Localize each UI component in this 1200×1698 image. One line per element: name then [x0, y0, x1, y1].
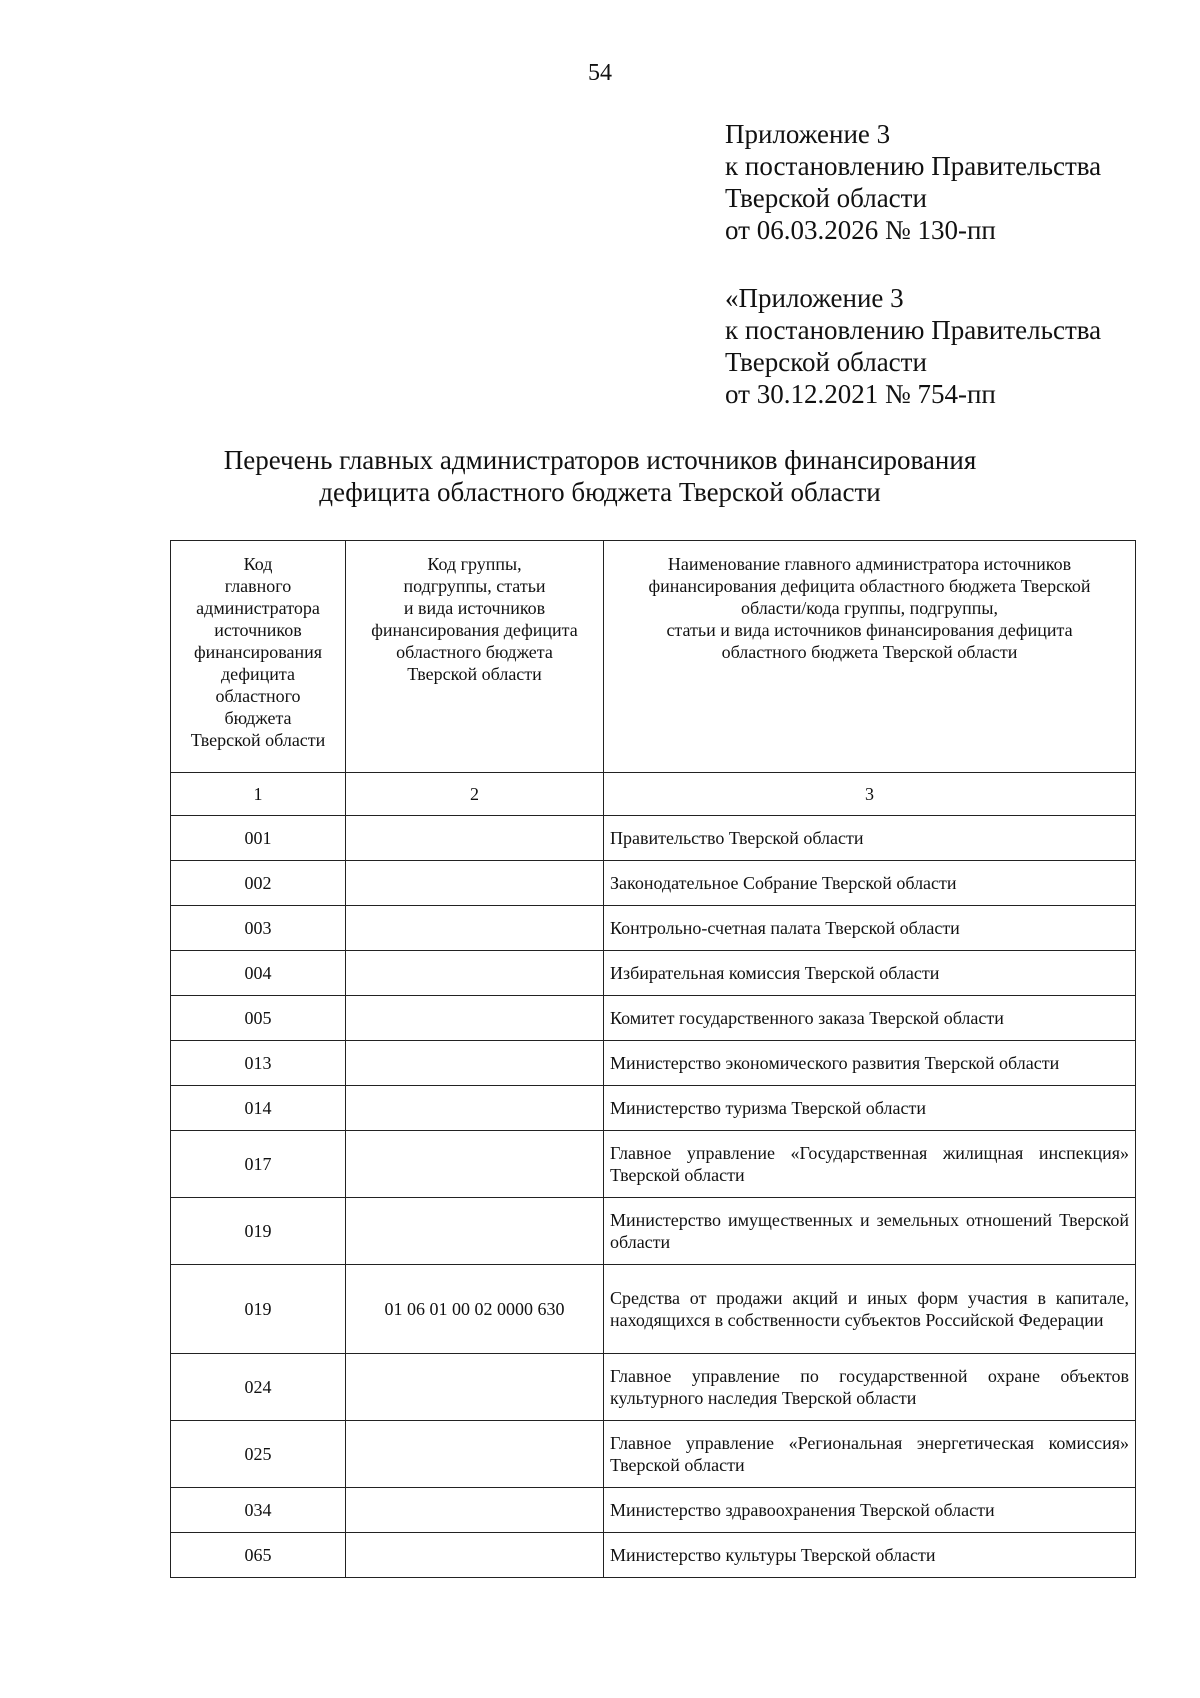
- appendix-line: от 30.12.2021 № 754-пп: [725, 379, 996, 409]
- column-number: 1: [171, 773, 346, 816]
- admin-code-cell: 024: [171, 1354, 346, 1421]
- appendix-line: Приложение 3: [725, 119, 891, 149]
- admin-code-cell: 019: [171, 1198, 346, 1265]
- group-code-cell: [346, 906, 604, 951]
- admin-code-cell: 001: [171, 816, 346, 861]
- admin-code-cell: 004: [171, 951, 346, 996]
- title-line: дефицита областного бюджета Тверской области: [319, 477, 881, 507]
- admin-name-cell: Министерство культуры Тверской области: [604, 1533, 1136, 1578]
- table-row: [171, 1131, 1136, 1198]
- admin-name-cell: Правительство Тверской области: [604, 816, 1136, 861]
- header-line: Код группы,: [427, 554, 522, 574]
- admin-code-cell: 013: [171, 1041, 346, 1086]
- table-row: [171, 1488, 1136, 1533]
- group-code-cell: [346, 1354, 604, 1421]
- header-line: главного: [224, 576, 292, 596]
- admin-name-cell: Избирательная комиссия Тверской области: [604, 951, 1136, 996]
- table-row: [171, 1533, 1136, 1578]
- admin-name-cell: Министерство имущественных и земельных отношений Тверской области: [604, 1198, 1136, 1265]
- admin-name-cell: Законодательное Собрание Тверской области: [604, 861, 1136, 906]
- header-line: Тверской области: [407, 664, 542, 684]
- admin-name-cell: Комитет государственного заказа Тверской области: [604, 996, 1136, 1041]
- admin-name-cell: Главное управление «Региональная энергетическая комиссия» Тверской области: [604, 1421, 1136, 1488]
- page-number: 54: [588, 60, 612, 86]
- appendix-line: «Приложение 3: [725, 283, 904, 313]
- column-number: 2: [346, 773, 604, 816]
- admin-name-cell: Главное управление по государственной охране объектов культурного наследия Тверской области: [604, 1354, 1136, 1421]
- admin-code-cell: 014: [171, 1086, 346, 1131]
- table-row: [171, 1421, 1136, 1488]
- column-number-row: [171, 773, 1136, 816]
- admin-code-cell: 025: [171, 1421, 346, 1488]
- column-number: 3: [604, 773, 1136, 816]
- admin-code-cell: 005: [171, 996, 346, 1041]
- header-line: областного бюджета Тверской области: [721, 642, 1018, 662]
- table-row: [171, 906, 1136, 951]
- admin-code-cell: 003: [171, 906, 346, 951]
- group-code-cell: 01 06 01 00 02 0000 630: [346, 1265, 604, 1354]
- group-code-cell: [346, 996, 604, 1041]
- admin-name-cell: Министерство туризма Тверской области: [604, 1086, 1136, 1131]
- table-row: [171, 1265, 1136, 1354]
- header-group-code: [346, 541, 604, 773]
- appendix-line: Тверской области: [725, 347, 927, 377]
- header-line: Наименование главного администратора источников: [667, 554, 1072, 574]
- group-code-cell: [346, 1198, 604, 1265]
- admin-name-cell: Министерство экономического развития Тверской области: [604, 1041, 1136, 1086]
- table-row: [171, 1041, 1136, 1086]
- group-code-cell: [346, 1533, 604, 1578]
- admin-code-cell: 019: [171, 1265, 346, 1354]
- group-code-cell: [346, 1421, 604, 1488]
- header-line: Код: [243, 554, 273, 574]
- header-line: статьи и вида источников финансирования дефицита: [666, 620, 1073, 640]
- admin-name-cell: Средства от продажи акций и иных форм участия в капитале, находящихся в собственности субъектов Российской Федерации: [604, 1265, 1136, 1354]
- appendix-line: от 06.03.2026 № 130-пп: [725, 215, 996, 245]
- header-admin-name: [604, 541, 1136, 773]
- table-row: [171, 816, 1136, 861]
- header-line: финансирования: [194, 642, 322, 662]
- appendix-block-original: [725, 282, 1101, 410]
- table-row: [171, 1086, 1136, 1131]
- table-row: [171, 951, 1136, 996]
- header-line: областного: [215, 686, 301, 706]
- admin-code-cell: 002: [171, 861, 346, 906]
- header-line: и вида источников: [403, 598, 546, 618]
- group-code-cell: [346, 1488, 604, 1533]
- group-code-cell: [346, 816, 604, 861]
- header-line: источников: [214, 620, 302, 640]
- table-row: [171, 1198, 1136, 1265]
- group-code-cell: [346, 861, 604, 906]
- header-line: областного бюджета: [396, 642, 553, 662]
- administrators-table: [170, 540, 1136, 1578]
- appendix-block-current: [725, 118, 1101, 246]
- header-line: администратора: [196, 598, 320, 618]
- appendix-line: Тверской области: [725, 183, 927, 213]
- admin-code-cell: 034: [171, 1488, 346, 1533]
- title-line: Перечень главных администраторов источников финансирования: [223, 445, 977, 475]
- header-admin-code: [171, 541, 346, 773]
- admin-name-cell: Министерство здравоохранения Тверской области: [604, 1488, 1136, 1533]
- table-row: [171, 1354, 1136, 1421]
- document-title: [0, 444, 1200, 508]
- table-row: [171, 996, 1136, 1041]
- group-code-cell: [346, 1086, 604, 1131]
- admin-code-cell: 017: [171, 1131, 346, 1198]
- header-line: финансирования дефицита областного бюджета Тверской: [648, 576, 1091, 596]
- header-row: [171, 541, 1136, 773]
- header-line: дефицита: [220, 664, 295, 684]
- header-line: подгруппы, статьи: [403, 576, 546, 596]
- header-line: Тверской области: [190, 730, 326, 750]
- admin-code-cell: 065: [171, 1533, 346, 1578]
- group-code-cell: [346, 951, 604, 996]
- admin-name-cell: Главное управление «Государственная жилищная инспекция» Тверской области: [604, 1131, 1136, 1198]
- header-line: финансирования дефицита: [371, 620, 578, 640]
- appendix-line: к постановлению Правительства: [725, 315, 1102, 345]
- appendix-line: к постановлению Правительства: [725, 151, 1102, 181]
- admin-name-cell: Контрольно-счетная палата Тверской области: [604, 906, 1136, 951]
- group-code-cell: [346, 1131, 604, 1198]
- header-line: бюджета: [224, 708, 292, 728]
- group-code-cell: [346, 1041, 604, 1086]
- header-line: области/кода группы, подгруппы,: [741, 598, 998, 618]
- table-row: [171, 861, 1136, 906]
